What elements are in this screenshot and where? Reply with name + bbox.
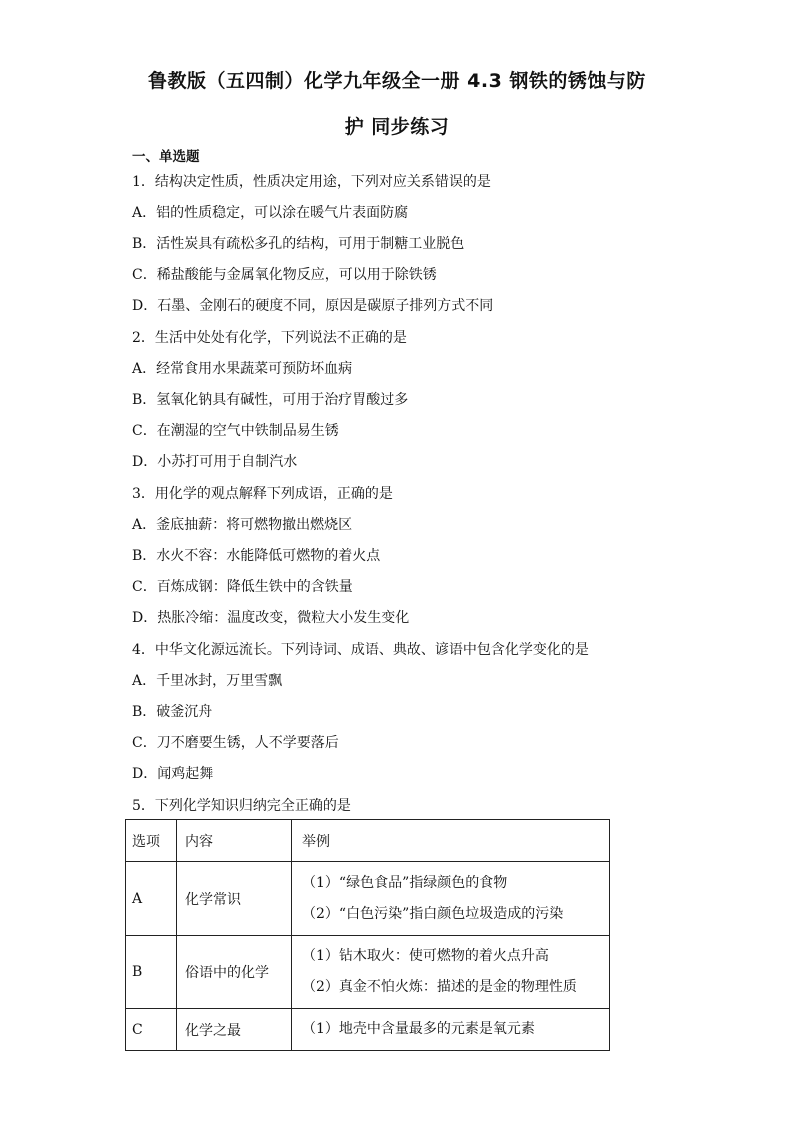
question-1-option-d: D．石墨、金刚石的硬度不同，原因是碳原子排列方式不同 (132, 298, 494, 314)
question-4-option-d: D．闻鸡起舞 (132, 766, 214, 782)
question-3-option-b: B．水火不容：水能降低可燃物的着火点 (132, 548, 381, 564)
document-title-line-1: 鲁教版（五四制）化学九年级全一册 4.3 钢铁的锈蚀与防 (148, 70, 646, 92)
table-cell-content: 俗语中的化学 (177, 936, 292, 1009)
table-cell-option: B (126, 936, 177, 1009)
question-4-option-b: B．破釜沉舟 (132, 704, 213, 720)
question-4-stem: 4．中华文化源远流长。下列诗词、成语、典故、谚语中包含化学变化的是 (132, 642, 589, 658)
question-5-stem: 5．下列化学知识归纳完全正确的是 (132, 798, 351, 814)
question-4-option-a: A．千里冰封，万里雪飘 (132, 673, 283, 689)
question-3-option-c: C．百炼成钢：降低生铁中的含铁量 (132, 579, 353, 595)
table-header-row (126, 820, 610, 862)
question-1-option-a: A．铝的性质稳定，可以涂在暖气片表面防腐 (132, 205, 409, 221)
question-2-stem: 2．生活中处处有化学，下列说法不正确的是 (132, 330, 407, 346)
section-heading: 一、单选题 (132, 149, 200, 165)
question-1-option-c: C．稀盐酸能与金属氧化物反应，可以用于除铁锈 (132, 267, 437, 283)
table-header-option: 选项 (126, 820, 177, 862)
question-2-option-a: A．经常食用水果蔬菜可预防坏血病 (132, 361, 353, 377)
table-row (126, 1009, 610, 1051)
table-header-content: 内容 (177, 820, 292, 862)
table-cell-content: 化学常识 (177, 862, 292, 936)
table-cell-examples (292, 862, 610, 936)
document-title-line-2: 护 同步练习 (344, 116, 450, 138)
example-line: （2）“白色污染”指白颜色垃圾造成的污染 (302, 905, 564, 922)
question-1-stem: 1．结构决定性质，性质决定用途，下列对应关系错误的是 (132, 174, 491, 190)
table-cell-examples (292, 1009, 610, 1051)
table-cell-examples (292, 936, 610, 1009)
table-cell-option: C (126, 1009, 177, 1051)
table-row (126, 936, 610, 1009)
question-3-stem: 3．用化学的观点解释下列成语，正确的是 (132, 486, 393, 502)
example-line: （1）钻木取火：使可燃物的着火点升高 (302, 948, 549, 964)
table-header-example: 举例 (292, 820, 610, 862)
table-cell-content: 化学之最 (177, 1009, 292, 1051)
example-line: （1）“绿色食品”指绿颜色的食物 (302, 874, 508, 891)
question-3-option-d: D．热胀冷缩：温度改变，微粒大小发生变化 (132, 610, 410, 626)
example-line: （1）地壳中含量最多的元素是氧元素 (302, 1021, 535, 1037)
table-row (126, 862, 610, 936)
question-3-option-a: A．釜底抽薪：将可燃物撤出燃烧区 (132, 517, 353, 533)
question-5-table (125, 819, 610, 1051)
question-2-option-d: D．小苏打可用于自制汽水 (132, 454, 298, 470)
table-cell-option: A (126, 862, 177, 936)
question-2-option-c: C．在潮湿的空气中铁制品易生锈 (132, 423, 339, 439)
question-1-option-b: B．活性炭具有疏松多孔的结构，可用于制糖工业脱色 (132, 236, 465, 252)
question-2-option-b: B．氢氧化钠具有碱性，可用于治疗胃酸过多 (132, 392, 409, 408)
question-4-option-c: C．刀不磨要生锈，人不学要落后 (132, 735, 339, 751)
example-line: （2）真金不怕火炼：描述的是金的物理性质 (302, 979, 577, 995)
